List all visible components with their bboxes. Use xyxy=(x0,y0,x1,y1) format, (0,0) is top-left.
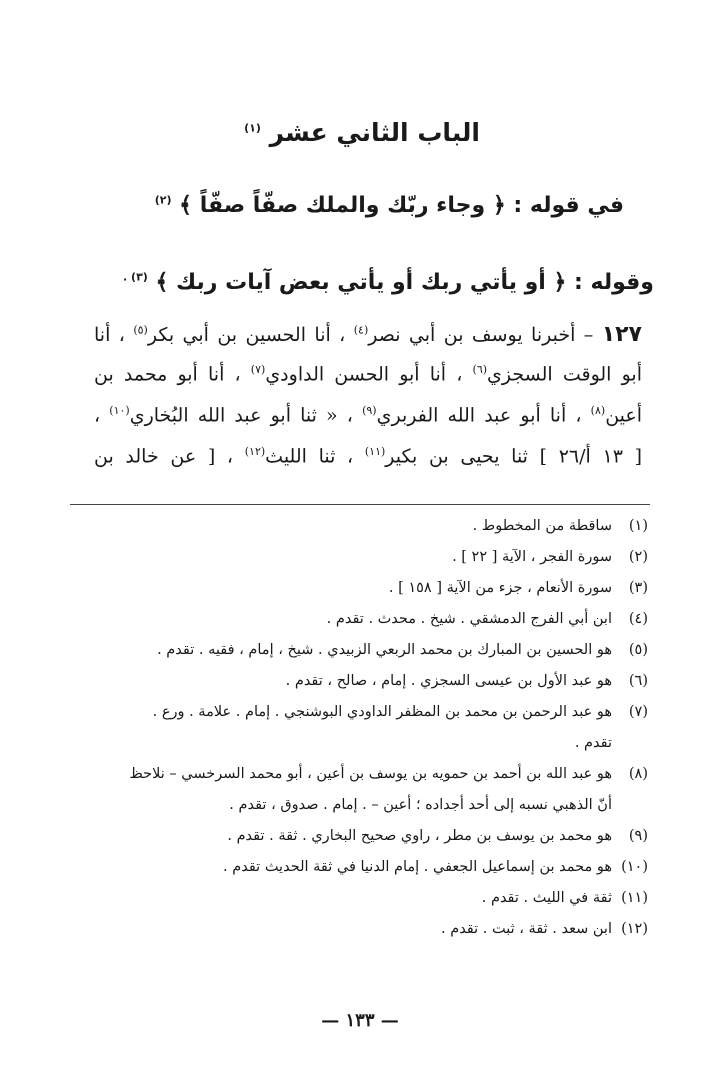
footnote xyxy=(88,518,648,534)
footnote-number: (٧) xyxy=(628,704,648,720)
text-run: أعين xyxy=(605,404,642,427)
footnote-divider xyxy=(70,504,650,505)
footnote xyxy=(88,859,648,875)
footnote xyxy=(88,890,648,906)
footnote-ref: (١١) xyxy=(364,445,386,458)
footnote-text: هو محمد بن إسماعيل الجعفي . إمام الدنيا في ثقة الحديث تقدم . xyxy=(223,859,612,875)
text-run: ، ثنا الليث xyxy=(265,445,354,468)
chapter-title-text: الباب الثاني عشر xyxy=(269,118,480,147)
text-run: ، [ عن خالد بن xyxy=(94,445,234,468)
footnote xyxy=(88,921,648,937)
footnote-ref: (٧) xyxy=(250,363,266,376)
text-run: ، أنا الحسين بن أبي بكر xyxy=(147,324,346,346)
footnote-text: هو الحسين بن المبارك بن محمد الربعي الزبيدي . شيخ ، إمام ، فقيه . تقدم . xyxy=(157,642,612,658)
footnote-text: ابن أبي الفرج الدمشقي . شيخ . محدث . تقدم . xyxy=(326,611,612,627)
footnote-text: سورة الفجر ، الآية [ ٢٢ ] . xyxy=(452,549,612,565)
footnote xyxy=(88,549,648,565)
heading-text: وقوله : ﴿ أو يأتي ربك أو يأتي بعض آيات ربك ﴾ xyxy=(155,270,654,295)
footnote xyxy=(88,673,648,689)
chapter-title xyxy=(244,118,480,147)
footnote-ref: (١٠) xyxy=(109,404,130,417)
hadith-line xyxy=(94,445,642,467)
footnote-ref: (٩) xyxy=(362,404,377,417)
hadith-line xyxy=(94,322,642,347)
footnote-text: هو عبد الرحمن بن محمد بن المظفر الداودي البوشنجي . إمام . علامة . ورع . xyxy=(152,704,612,720)
text-run: ، xyxy=(94,404,101,427)
section-heading xyxy=(155,193,624,218)
text-run: ، أنا أبو الحسن الداودي xyxy=(265,363,463,386)
section-heading xyxy=(123,270,654,295)
footnote-continuation: أنّ الذهبي نسبه إلى أحد أجداده ؛ أعين – . إمام . صدوق ، تقدم . xyxy=(229,797,612,813)
footnote xyxy=(88,704,648,720)
text-run: ، أنا أبو عبد الله الفربري xyxy=(376,404,582,427)
footnote-number: (١١) xyxy=(621,890,648,906)
footnote-number: (١٢) xyxy=(621,921,648,937)
footnote xyxy=(88,766,648,782)
text-run: أبو الوقت السجزي xyxy=(487,363,642,386)
footnote-number: (٦) xyxy=(628,673,648,689)
footnote-ref: (٤) xyxy=(353,323,369,337)
hadith-line xyxy=(94,404,642,426)
footnote-number: (٨) xyxy=(628,766,648,782)
footnote-text: هو عبد الله بن أحمد بن حمويه بن يوسف بن أعين ، أبو محمد السرخسي – نلاحظ xyxy=(129,766,612,782)
text-run: ، أنا أبو محمد بن xyxy=(94,363,241,386)
footnote-text: ابن سعد . ثقة ، ثبت . تقدم . xyxy=(441,921,612,937)
hadith-number: ١٢٧ xyxy=(601,322,642,347)
footnote-number: (٥) xyxy=(628,642,648,658)
footnote-number: (١) xyxy=(628,518,648,534)
footnote-continuation: تقدم . xyxy=(574,735,612,751)
hadith-line xyxy=(94,363,642,385)
footnote xyxy=(88,828,648,844)
footnote-ref: (١) xyxy=(244,121,261,135)
footnote-ref: (٢) xyxy=(154,193,172,207)
footnote-number: (١٠) xyxy=(621,859,648,875)
footnote-text: هو محمد بن يوسف بن مطر ، راوي صحيح البخاري . ثقة . تقدم . xyxy=(227,828,612,844)
footnote-text: سورة الأنعام ، جزء من الآية [ ١٥٨ ] . xyxy=(388,580,612,596)
footnote-text: ثقة في الليث . تقدم . xyxy=(481,890,612,906)
heading-text: في قوله : ﴿ وجاء ربّك والملك صفّاً صفّاً ﴾ xyxy=(179,193,624,218)
text-run: ، « ثنا أبو عبد الله البُخاري xyxy=(129,404,353,427)
footnote-ref: (٥) xyxy=(133,323,148,337)
footnote-text: ساقطة من المخطوط . xyxy=(472,518,612,534)
footnote-ref: (٨) xyxy=(590,404,606,417)
footnote-number: (٩) xyxy=(628,828,648,844)
footnote xyxy=(88,611,648,627)
footnote-number: (٣) xyxy=(628,580,648,596)
footnote-ref: (١٢) xyxy=(244,445,266,458)
footnote xyxy=(88,642,648,658)
footnote-ref: (٦) xyxy=(472,363,488,376)
text-run: ، أنا xyxy=(94,324,125,346)
footnote-text: هو عبد الأول بن عيسى السجزي . إمام ، صالح ، تقدم . xyxy=(285,673,612,689)
footnote-number: (٢) xyxy=(628,549,648,565)
page-number: — ١٣٣ — xyxy=(321,1010,399,1031)
footnote-number: (٤) xyxy=(628,611,648,627)
footnote-ref: (٣) . xyxy=(123,270,148,284)
text-run: – أخبرنا يوسف بن أبي نصر xyxy=(368,324,594,346)
footnote xyxy=(88,580,648,596)
text-run: [ ١٣ أ/٢٦ ] ثنا يحيى بن بكير xyxy=(385,445,643,468)
